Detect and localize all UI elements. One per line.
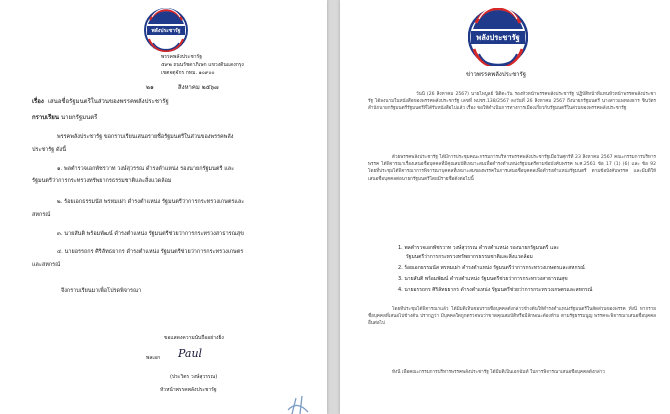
- closing-line: จึงกราบเรียนมาเพื่อโปรดพิจารณา: [61, 288, 142, 294]
- item-3: ๓. นายสันติ พร้อมพัฒน์ ดำรงตำแหน่ง รัฐมนตรีช่วยว่าการกระทรวงสาธารณสุข: [57, 231, 244, 237]
- release-item-2: 2. ร้อยเอกธรรมนัส พรหมเผ่า ดำรงตำแหน่ง รัฐมนตรีว่าการกระทรวงเกษตรและสหกรณ์: [398, 265, 585, 271]
- address-line-3: เขตจตุจักร กทม. ๑๐๙๐๐: [161, 70, 215, 76]
- item-4-line-2: และสหกรณ์: [32, 262, 61, 268]
- regards-line: ขอแสดงความนับถืออย่างยิ่ง: [164, 335, 224, 341]
- address-line-1: พรรคพลังประชารัฐ: [161, 54, 203, 60]
- letter-date: สิงหาคม ๒๕๖๗: [178, 84, 219, 91]
- release-item-3: 3. นายสันติ พร้อมพัฒน์ ดำรงตำแหน่ง รัฐมนตรีช่วยว่าการกระทรวงสาธารณสุข: [398, 276, 568, 282]
- signature: Paul: [178, 347, 203, 360]
- press-release-page: [340, 0, 670, 414]
- item-2-line-2: สหกรณ์: [32, 212, 51, 218]
- release-item-1-line-1: 1. พลตำรวจเอกพัชรวาท วงษ์สุวรรณ ดำรงตำแหน่ง รองนายกรัฐมนตรี และ: [398, 245, 559, 251]
- intro-line-2: ประชารัฐ ดังนี้: [32, 147, 66, 153]
- release-paragraph-3: โดยที่ประชุมได้พิจารณาแล้ว ได้มีมติเห็นชอบรายชื่อบุคคลดังกล่าวข้างต้นให้ดำรงตำแหน่งรัฐมนตรีในสัดส่วนของพรรค ทั้งนี้ หากรายชื่อบุคคลที่เสนอไปข้างต้น ปรากฏว่า มีบุคคลใดถูกตรวจพบว่าขาดคุณสมบัติหรือมีลักษณะต้องห้าม ตามรัฐธรรมนูญ พรรคจะพิจารณาเสนอชื่อบุคคลอื่นต่อไป: [368, 307, 656, 327]
- release-item-4: 4. นายอรรถกร ศิริลัทธยากร ดำรงตำแหน่ง รัฐมนตรีช่วยว่าการกระทรวงเกษตรและสหกรณ์: [398, 287, 593, 293]
- stamp-mark-icon: [282, 392, 312, 414]
- signer-rank: พลเอก: [146, 355, 161, 361]
- release-item-1-line-2: รัฐมนตรีว่าการกระทรวงทรัพยากรธรรมชาติและสิ่งแวดล้อม: [406, 254, 533, 260]
- signer-name: (ประวิตร วงษ์สุวรรณ): [170, 374, 218, 380]
- recipient-label: กราบเรียน: [32, 114, 59, 121]
- logo-wordmark: พลังประชารัฐ: [151, 28, 181, 34]
- item-4-line-1: ๔. นายอรรถกร ศิริลัทธยากร ดำรงตำแหน่ง รัฐมนตรีช่วยว่าการกระทรวงเกษตร: [57, 249, 244, 255]
- release-paragraph-1: วันนี้ (26 สิงหาคม 2567) นายไพบูลย์ นิติตะวัน รองหัวหน้าพรรคพลังประชารัฐ ปฏิบัติหน้าที่แทนหัวหน้าพรรคพลังประชารัฐ ได้ลงนามในหนังสือของพรรคพลังประชารัฐ เลขที่ พปชร.138/2567 ลงวันที่ 26 สิงหาคม 2567 ถึงนายกรัฐมนตรี นางสาวแพทองธาร ชินวัตร สำนักนายกรัฐมนตรีรัฐมนตรีที่ได้รับหนังสือไปแล้ว เรื่อง ขอให้ดำเนินการทางการเมืองเกี่ยวกับรัฐมนตรีในส่วนของพรรคพลังประชารัฐ: [368, 92, 656, 112]
- party-logo-large: [468, 8, 528, 66]
- address-line-2: ๕๙๒ ถนนรัชดาภิเษก แขวงดินแดงกรุง: [161, 62, 244, 68]
- release-paragraph-2: ด้วยพรรคพลังประชารัฐ ได้มีการประชุมคณะกรรมการบริหารพรรคพลังประชารัฐเมื่อวันศุกร์ที่ 23 สิงหาคม 2567 คณะกรรมการบริหารพรรค ได้พิจารณาเรื่องเสนอชื่อบุคคลที่มีคุณสมบัติเหมาะสมเพื่อดำรงตำแหน่งรัฐมนตรีตามข้อบังคับพรรค พ.ศ.2561 ข้อ 17 (1) (6) และ ข้อ 92 โดยที่ประชุมได้พิจารณาการพิจารณาบุคคลที่เหมาะสมของพรรคในการเสนอชื่อบุคคลเพื่อดำรงตำแหน่งรัฐมนตรี ตามข้อบังคับพรรค และมีมติให้เสนอชื่อบุคคลต่อนายกรัฐมนตรีโดยมีรายชื่อดังต่อไปนี้: [368, 155, 656, 182]
- subject-text: เสนอชื่อรัฐมนตรีในส่วนของพรรคพลังประชารัฐ: [48, 98, 169, 105]
- item-2-line-1: ๒. ร้อยเอกธรรมนัส พรหมเผ่า ดำรงตำแหน่ง รัฐมนตรีว่าการกระทรวงเกษตรและ: [57, 199, 245, 205]
- letter-date-day: ๒๑: [146, 84, 154, 91]
- release-paragraph-4: ทั้งนี้ เพื่อคณะกรรมการบริหารพรรคพลังประชารัฐ ได้มีมติเป็นเอกฉันท์ ในการพิจารณาเสนอชื่อบุคคลดังกล่าว: [392, 370, 605, 375]
- subject-label: เรื่อง: [32, 98, 44, 105]
- party-logo: [144, 8, 188, 52]
- release-heading: ข่าวพรรคพลังประชารัฐ: [466, 71, 527, 78]
- recipient-text: นายกรัฐมนตรี: [61, 114, 98, 121]
- intro-line-1: พรรคพลังประชารัฐ ขอกราบเรียนเสนอรายชื่อรัฐมนตรีในส่วนของพรรคพลัง: [57, 134, 234, 140]
- signer-title: หัวหน้าพรรคพลังประชารัฐ: [160, 387, 217, 393]
- item-1-line-1: ๑. พลตำรวจเอกพัชรวาท วงษ์สุวรรณ ดำรงตำแหน่ง รองนายกรัฐมนตรี และ: [57, 166, 235, 172]
- logo-wordmark-large: พลังประชารัฐ: [476, 33, 520, 42]
- letter-page: [0, 0, 327, 414]
- item-1-line-2: รัฐมนตรีว่าการกระทรวงทรัพยากรธรรมชาติและสิ่งแวดล้อม: [32, 178, 172, 184]
